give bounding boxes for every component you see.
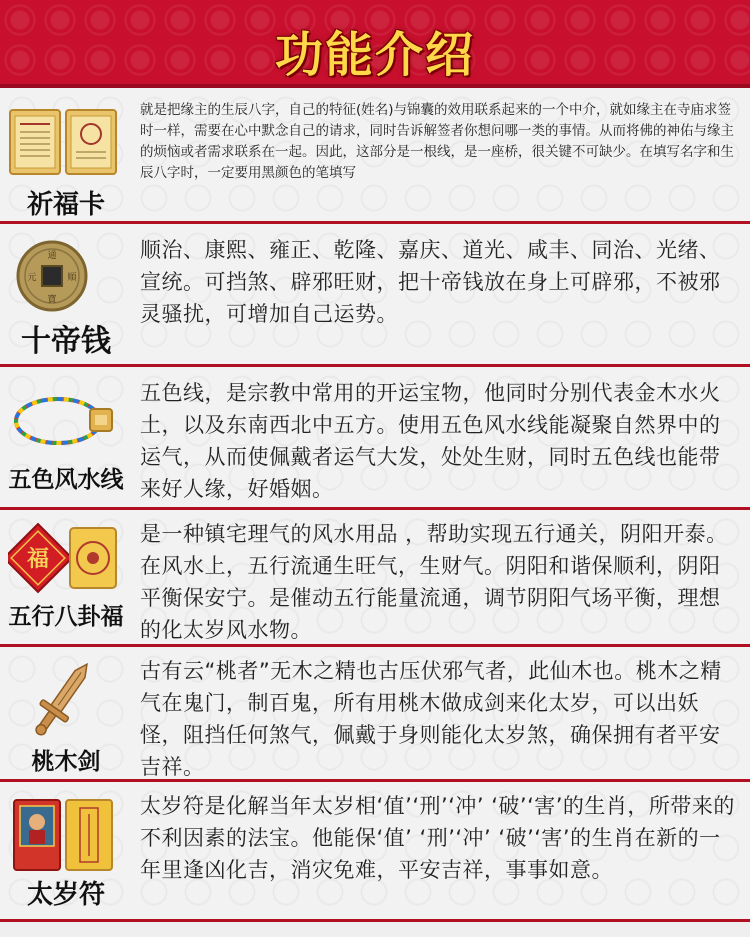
item-tai-sui-talisman	[0, 782, 750, 922]
item-five-color-thread	[0, 367, 750, 510]
svg-text:通: 通	[47, 251, 57, 261]
svg-text:寶: 寶	[47, 295, 57, 305]
item-name: 十帝钱	[21, 324, 111, 359]
item-ten-emperor-coins	[0, 224, 750, 367]
item-name: 五色风水线	[8, 466, 124, 493]
section-divider	[0, 919, 750, 922]
blessing-card-image	[8, 108, 120, 178]
peach-wood-sword-image	[8, 655, 120, 739]
item-description: 五色线，是宗教中常用的开运宝物，他同时分别代表金木水火土，以及东南西北中五方。使用五色风水线能凝聚自然界中的运气，从而使佩戴者运气大发，处处生财，同时五色线也能带来好人缘，好婚姻。	[140, 381, 721, 501]
item-name: 桃木剑	[31, 748, 101, 775]
bagua-fortune-image	[8, 522, 120, 594]
svg-text:元: 元	[27, 273, 37, 283]
item-description: 顺治、康熙、雍正、乾隆、嘉庆、道光、咸丰、同治、光绪、宣统。可挡煞、辟邪旺财，把十帝钱放在身上可辟邪，不被邪灵骚扰，可增加自己运势。	[140, 238, 721, 326]
bracelet-image	[8, 387, 120, 451]
svg-text:順: 順	[67, 273, 77, 283]
item-bagua-fortune	[0, 510, 750, 647]
item-description: 古有云“桃者”无木之精也古压伏邪气者，此仙木也。桃木之精气在鬼门，制百鬼，所有用桃木做成剑来化太岁，可以出妖怪，阻挡任何煞气，佩戴于身则能化太岁煞，确保拥有者平安吉祥。	[140, 659, 722, 779]
tai-sui-talisman-image	[8, 794, 120, 874]
header-banner	[0, 0, 750, 88]
item-description: 就是把缘主的生辰八字，自己的特征(姓名)与锦囊的效用联系起来的一个中介，就如缘主在寺庙求签时一样，需要在心中默念自己的请求，同时告诉解签者你想问哪一类的事情。从而将佛的神佑与缘主的烦恼或者需求联系在一起。因此，这部分是一根线，是一座桥，很关键不可缺少。在填写名字和生辰八字时，一定要用黑颜色的笔填写	[140, 102, 734, 181]
item-description: 是一种镇宅理气的风水用品 ，帮助实现五行通关，阴阳开泰。在风水上，五行流通生旺气，生财气。阴阳和谐保顺利，阴阳平衡保安宁。是催动五行能量流通，调节阴阳气场平衡，理想的化太岁风水物。	[140, 522, 728, 642]
item-description: 太岁符是化解当年太岁相‘值’‘刑’‘冲’ ‘破’‘害’的生肖，所带来的不利因素的法宝。他能保‘值’ ‘刑’‘冲’ ‘破’‘害’的生肖在新的一年里逢凶化吉，消灾免难，平安吉祥，事事如意。	[140, 794, 735, 882]
page-title: 功能介绍	[274, 27, 475, 83]
item-name: 太岁符	[26, 880, 105, 910]
item-name: 五行八卦福	[8, 603, 124, 630]
svg-text:福: 福	[26, 546, 50, 572]
coin-image	[8, 238, 120, 314]
item-blessing-card	[0, 88, 750, 224]
item-peach-wood-sword	[0, 647, 750, 782]
item-name: 祈福卡	[26, 190, 105, 220]
